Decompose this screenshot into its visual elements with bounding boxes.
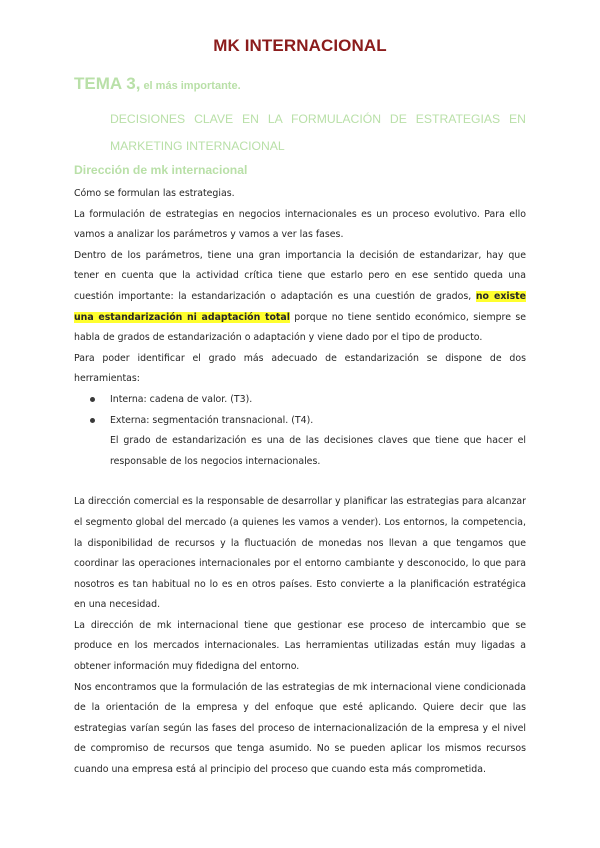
section-heading: Dirección de mk internacional (74, 163, 248, 177)
tools-list (74, 390, 526, 431)
body-text (74, 184, 526, 781)
paragraph-6: La dirección de mk internacional tiene que gestionar ese proceso de intercambio que se produce en los mercados internacionales. Las herramientas utilizadas están muy ligadas a obtener información muy fidedigna del entorno. (74, 619, 526, 673)
bullet-icon (90, 418, 95, 423)
subtitle-line-1: DECISIONES CLAVE EN LA FORMULACIÓN DE ESTRATEGIAS EN (110, 112, 526, 126)
list-item (74, 411, 526, 432)
paragraph-1: Cómo se formulan las estrategias. (74, 188, 235, 199)
paragraph-3 (74, 246, 526, 349)
paragraph-4: Para poder identificar el grado más adecuado de estandarización se dispone de dos herramientas: (74, 352, 526, 385)
list-item-text: Externa: segmentación transnacional. (T4). (110, 414, 314, 426)
bullet-icon (90, 397, 95, 402)
tema-heading (74, 74, 241, 94)
chapter-subtitle (110, 106, 526, 160)
paragraph-5: La dirección comercial es la responsable de desarrollar y planificar las estrategias para alcanzar el segmento global del mercado (a quienes les vamos a vender). Los entornos, la competencia, la disponibilidad de recursos y la fluctuación de monedas nos llevan a que tengamos que coordinar las operaciones internacionales por el entorno cambiante y desconocido, lo que para nosotros es tan habitual no lo es en otros países. Esto convierte a la planificación estratégica en una necesidad. (74, 496, 526, 611)
paragraph-7: Nos encontramos que la formulación de las estrategias de mk internacional viene condicionada de la orientación de la empresa y del enfoque que esté aplicando. Quiere decir que las estrategias varían según las fases del proceso de internacionalización de la empresa y el nivel de compromiso de recursos que tenga asumido. No se pueden aplicar los mismos recursos cuando una empresa está al principio del proceso que cuando esta más comprometida. (74, 681, 526, 776)
paragraph-3-text-a: Dentro de los parámetros, tiene una gran importancia la decisión de estandarizar, hay que tener en cuenta que la actividad crítica tiene que estarlo pero en ese sentido queda una cuestión importante: la estandarización o adaptación es una cuestión de grados, (74, 249, 526, 302)
subtitle-line-2: MARKETING INTERNACIONAL (110, 139, 285, 153)
list-item (74, 390, 526, 411)
highlighted-text: no existe una estandarización ni adaptación total (74, 290, 526, 323)
bullet-note: El grado de estandarización es una de las decisiones claves que tiene que hacer el responsable de los negocios internacionales. (110, 435, 526, 467)
document-title: MK INTERNACIONAL (213, 36, 387, 55)
tema-note: el más importante. (143, 80, 241, 92)
list-item-text: Interna: cadena de valor. (T3). (110, 393, 253, 405)
paragraph-3-text-b: porque no tiene sentido económico, siempre se habla de grados de estandarización o adaptación y viene dado por el tipo de producto. (74, 311, 527, 344)
tema-number: TEMA 3, (74, 74, 141, 93)
paragraph-2: La formulación de estrategias en negocios internacionales es un proceso evolutivo. Para ello vamos a analizar los parámetros y vamos a ver las fases. (74, 208, 526, 241)
